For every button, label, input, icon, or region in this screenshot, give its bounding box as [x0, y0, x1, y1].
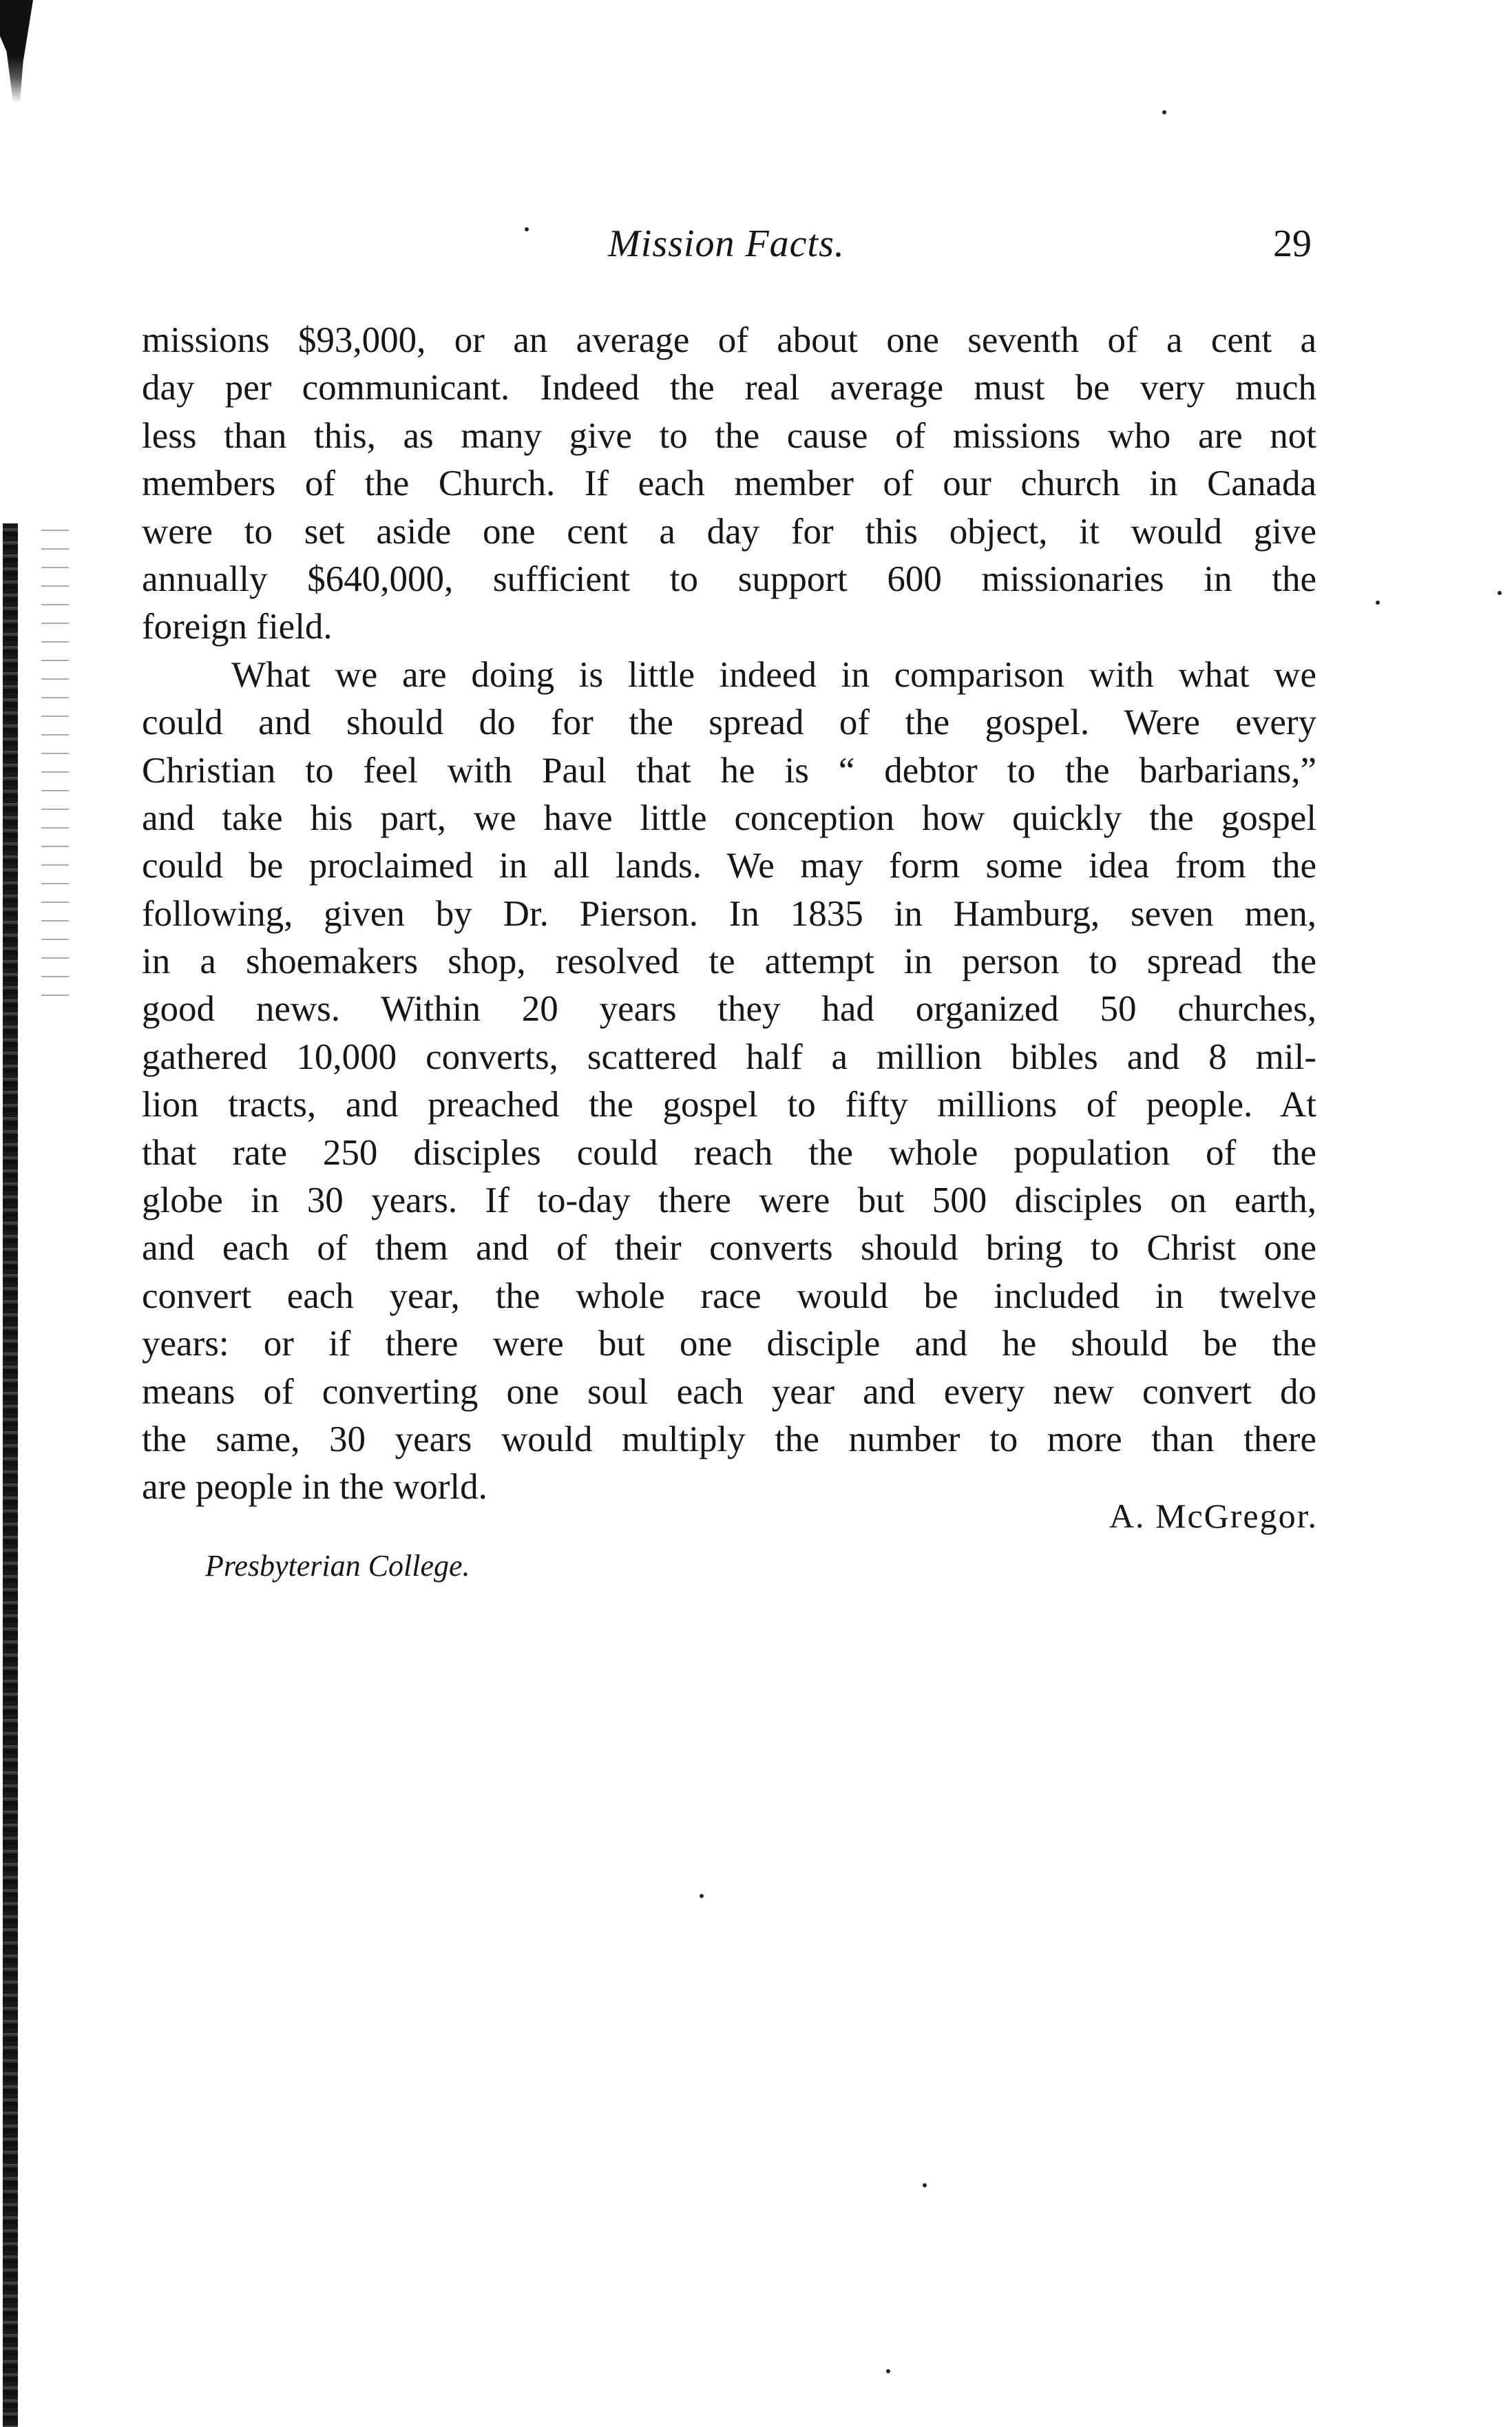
text-line: members of the Church. If each member of our church in Canada: [142, 463, 1316, 504]
text-line: were to set aside one cent a day for this object, it would give: [142, 511, 1316, 552]
text-line: annually $640,000, sufficient to support 600 missionaries in the: [142, 559, 1316, 599]
text-line: missions $93,000, or an average of about one seventh of a cent a: [142, 320, 1316, 360]
text-line: good news. Within 20 years they had organized 50 churches,: [142, 989, 1316, 1030]
scan-dot: [1162, 110, 1166, 114]
text-line: could and should do for the spread of the gospel. Were every: [142, 702, 1316, 743]
scan-dot: [1498, 591, 1502, 595]
scan-dot: [886, 2369, 890, 2373]
text-line: What we are doing is little indeed in comparison with what we: [231, 654, 1316, 695]
text-line: could be proclaimed in all lands. We may form some idea from the: [142, 846, 1316, 886]
text-line: years: or if there were but one disciple and he should be the: [142, 1324, 1316, 1364]
page-header: [141, 222, 1312, 284]
text-line: and each of them and of their converts should bring to Christ one: [142, 1228, 1316, 1269]
text-line: in a shoemakers shop, resolved te attempt in person to spread the: [142, 941, 1316, 982]
text-line: that rate 250 disciples could reach the whole population of the: [142, 1132, 1316, 1173]
scan-edge-mark: [0, 0, 33, 103]
text-line: following, given by Dr. Pierson. In 1835 in Hamburg, seven men,: [142, 893, 1316, 934]
text-line: and take his part, we have little conception how quickly the gospel: [142, 798, 1316, 838]
text-line: means of converting one soul each year and every new convert do: [142, 1371, 1316, 1412]
text-line: day per communicant. Indeed the real average must be very much: [142, 368, 1316, 408]
scan-dot: [700, 1894, 704, 1898]
scan-dot: [1376, 601, 1380, 605]
body-text: [142, 317, 1316, 1512]
text-line: Christian to feel with Paul that he is “ debtor to the barbarians,”: [142, 750, 1316, 791]
text-line: gathered 10,000 converts, scattered half a million bibles and 8 mil-: [142, 1037, 1316, 1077]
running-title: Mission Facts.: [608, 222, 845, 265]
text-line: lion tracts, and preached the gospel to fifty millions of people. At: [142, 1085, 1316, 1125]
author-affiliation: Presbyterian College.: [205, 1549, 470, 1583]
scan-speckle: [41, 523, 69, 1006]
text-line: convert each year, the whole race would be included in twelve: [142, 1275, 1316, 1316]
text-line: the same, 30 years would multiply the number to more than there: [142, 1419, 1316, 1459]
text-line: globe in 30 years. If to-day there were but 500 disciples on earth,: [142, 1180, 1316, 1221]
text-line: are people in the world.: [142, 1467, 487, 1508]
text-line: foreign field.: [142, 607, 333, 647]
author-signature: A. McGregor.: [1109, 1497, 1318, 1535]
page-binding-edge: [3, 523, 18, 2427]
scan-dot: [923, 2183, 927, 2187]
page-number: 29: [1273, 222, 1312, 265]
text-line: less than this, as many give to the cause of missions who are not: [142, 415, 1316, 456]
